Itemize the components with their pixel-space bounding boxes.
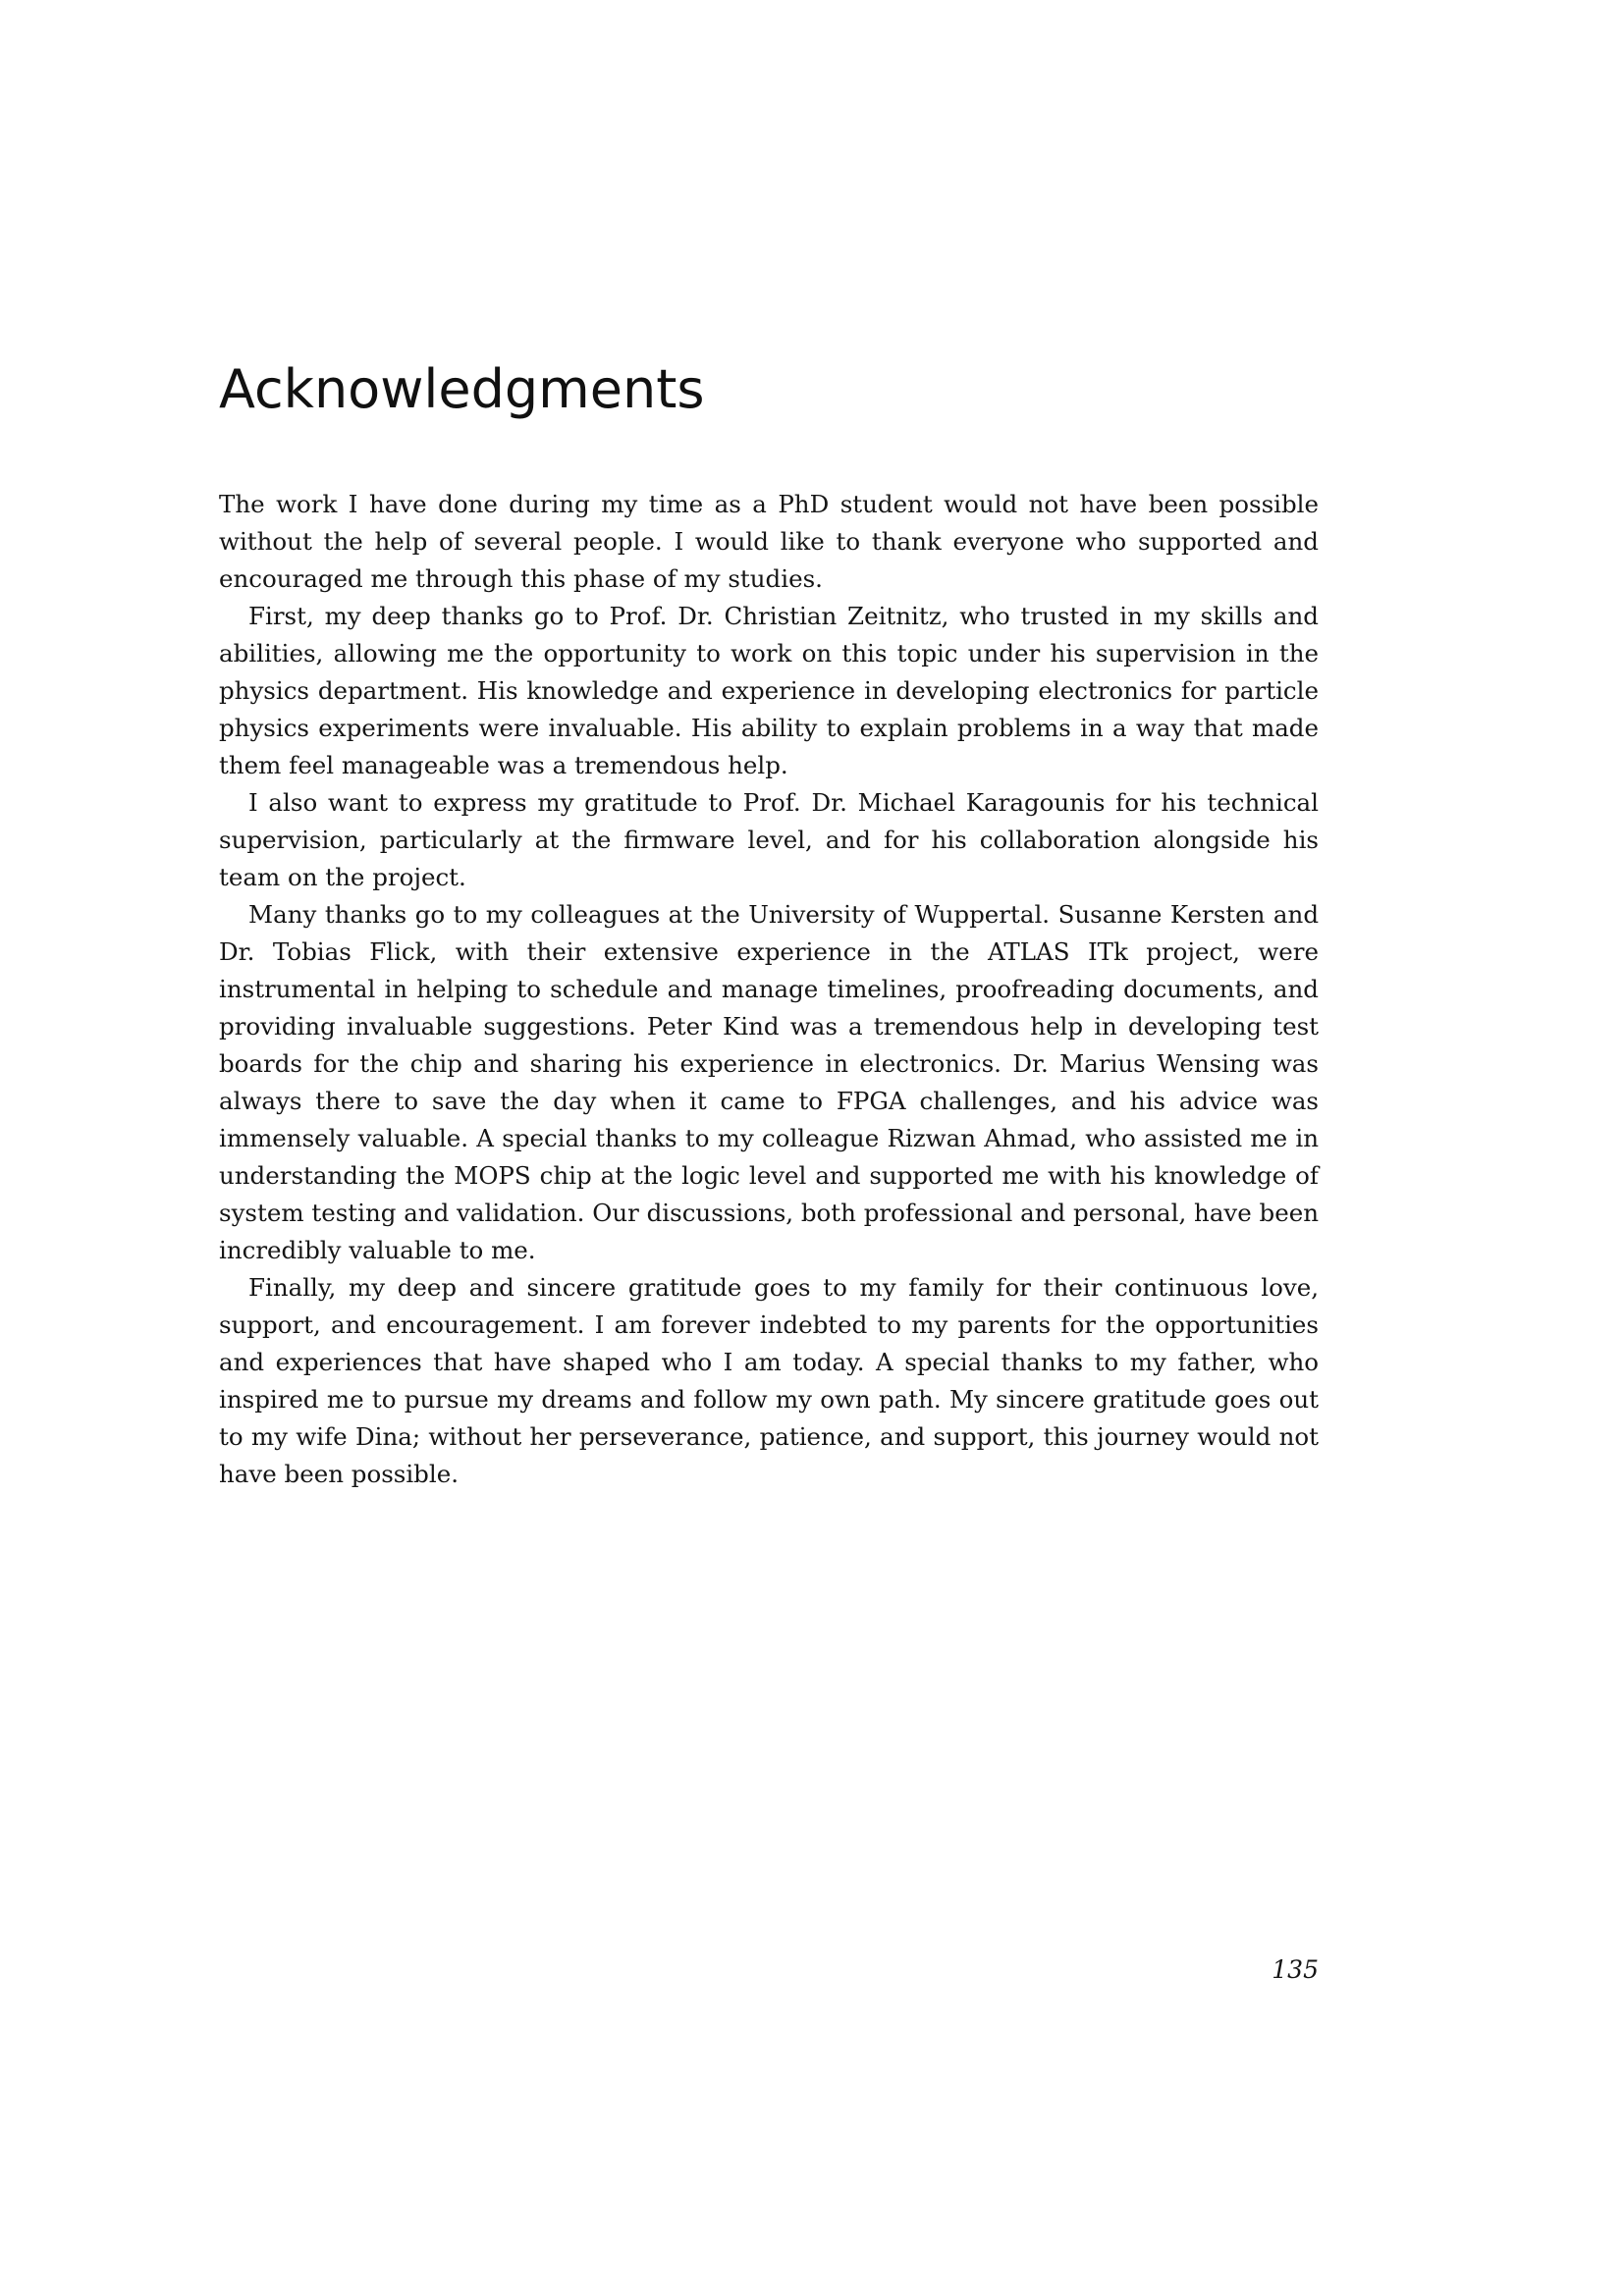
paragraph-intro: The work I have done during my time as a PhD student would not have been possible without the help of several people. I would like to thank everyone who supported and encouraged me through this phase of my studies. <box>219 490 1319 593</box>
paragraph-supervisor: First, my deep thanks go to Prof. Dr. Christian Zeitnitz, who trusted in my skills and abilities, allowing me the opportunity to work on this topic under his supervision in the physics department. His knowledge and experience in developing electronics for particle physics experiments were invaluable. His ability to explain problems in a way that made them feel manageable was a tremendous help. <box>219 602 1319 779</box>
paragraph-colleagues: Many thanks go to my colleagues at the University of Wuppertal. Susanne Kersten and Dr. Tobias Flick, with their extensive experience in the ATLAS ITk project, were instrumental in helping to schedule and manage timelines, proofreading documents, and providing invaluable suggestions. Peter Kind was a tremendous help in developing test boards for the chip and sharing his experience in electronics. Dr. Marius Wensing was always there to save the day when it came to FPGA challenges, and his advice was immensely valuable. A special thanks to my colleague Rizwan Ahmad, who assisted me in understanding the MOPS chip at the logic level and supported me with his knowledge of system testing and validation. Our discussions, both professional and personal, have been incredibly valuable to me. <box>219 900 1320 1264</box>
chapter-title: Acknowledgments <box>219 358 705 420</box>
acknowledgments-body <box>219 486 1319 1493</box>
page-number: 135 <box>1272 1955 1319 1984</box>
paragraph-family: Finally, my deep and sincere gratitude goes to my family for their continuous love, support, and encouragement. I am forever indebted to my parents for the opportunities and experiences that have shaped who I am today. A special thanks to my father, who inspired me to pursue my dreams and follow my own path. My sincere gratitude goes out to my wife Dina; without her perseverance, patience, and support, this journey would not have been possible. <box>219 1273 1319 1488</box>
paragraph-technical-supervisor: I also want to express my gratitude to Prof. Dr. Michael Karagounis for his technical supervision, particularly at the firmware level, and for his collaboration alongside his team on the project. <box>219 788 1319 891</box>
